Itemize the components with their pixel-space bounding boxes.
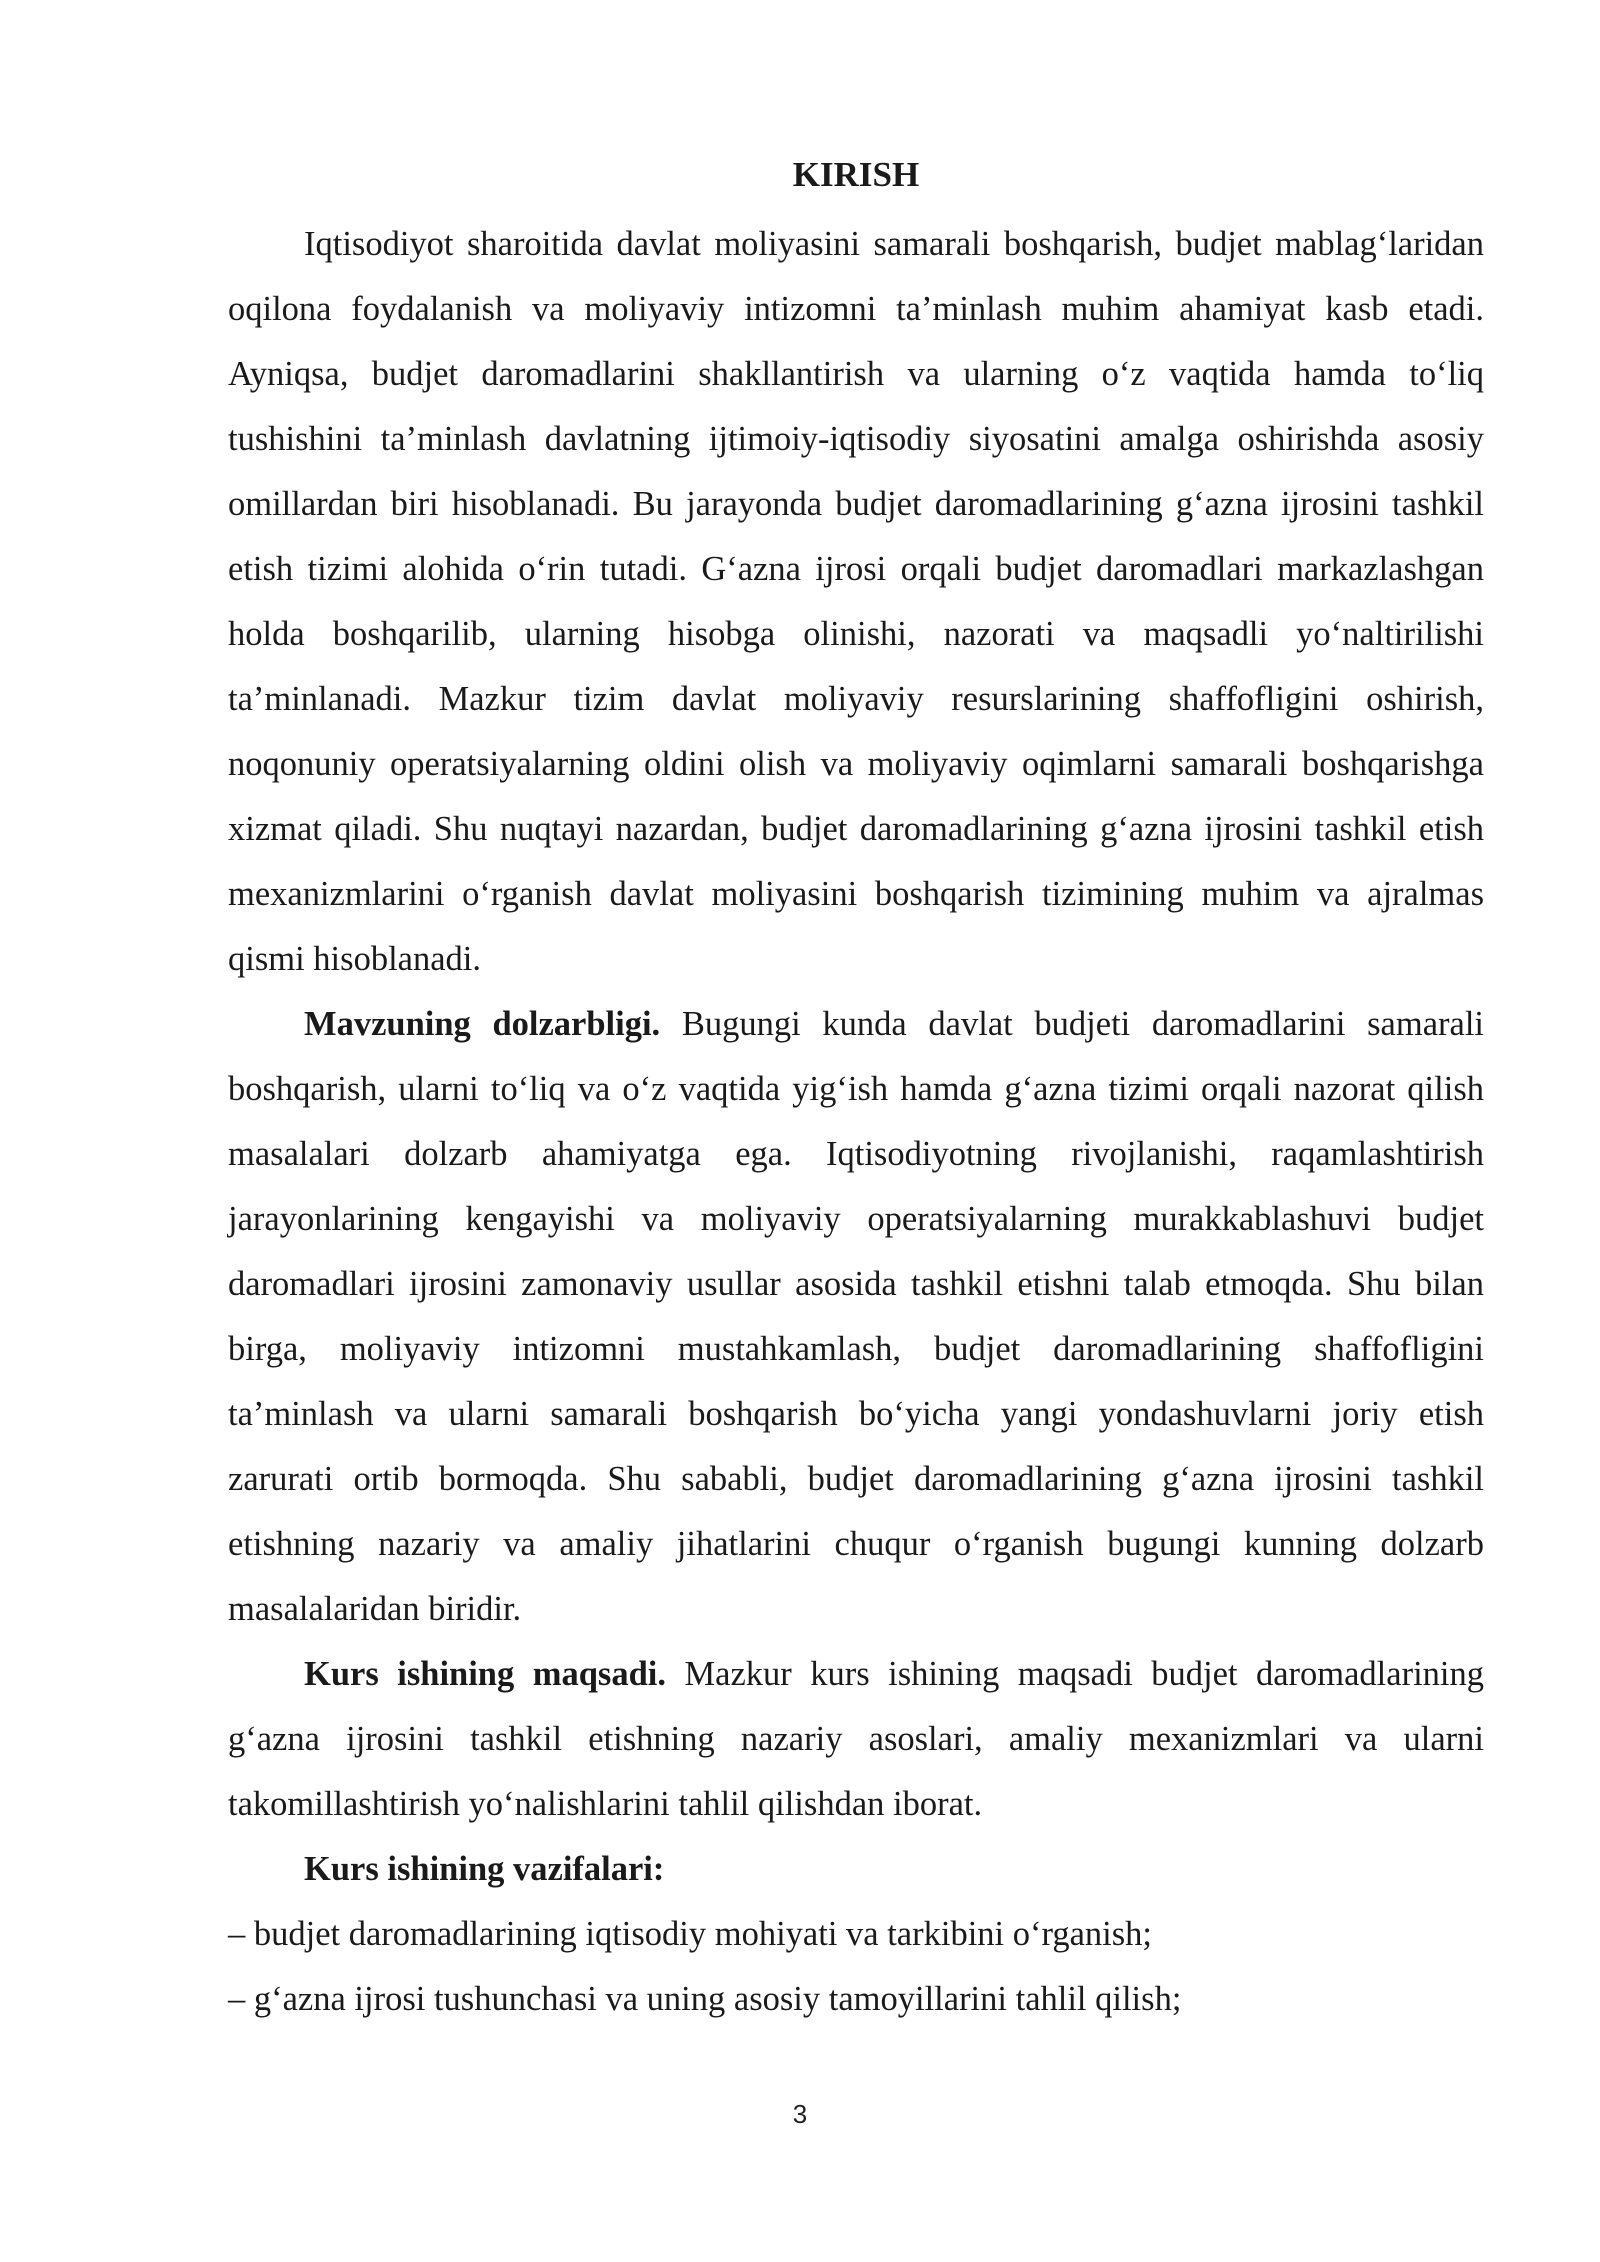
goal-label: Kurs ishining maqsadi.: [304, 1655, 666, 1693]
task-item: – budjet daromadlarining iqtisodiy mohiyati va tarkibini o‘rganish;: [228, 1915, 1153, 1953]
page-number: 3: [792, 2099, 808, 2129]
relevance-label: Mavzuning dolzarbligi.: [304, 1005, 661, 1043]
document-page: [228, 148, 1484, 2032]
goal-text: Mazkur kurs ishining maqsadi budjet daromadlarining g‘azna ijrosini tashkil etishning nazariy asoslari, amaliy mexanizmlari va ularni takomillashtirish yo‘nalishlarini tahlil qilishdan iborat.: [228, 1655, 1484, 1823]
tasks-heading: Kurs ishining vazifalari:: [304, 1850, 665, 1888]
intro-paragraph: Iqtisodiyot sharoitida davlat moliyasini samarali boshqarish, budjet mablag‘laridan oqilona foydalanish va moliyaviy intizomni ta’minlash muhim ahamiyat kasb etadi. Ayniqsa, budjet daromadlarini shakllantirish va ularning o‘z vaqtida hamda to‘liq tushishini ta’minlash davlatning ijtimoiy-iqtisodiy siyosatini amalga oshirishda asosiy omillardan biri hisoblanadi. Bu jarayonda budjet daromadlarining g‘azna ijrosini tashkil etish tizimi alohida o‘rin tutadi. G‘azna ijrosi orqali budjet daromadlari markazlashgan holda boshqarilib, ularning hisobga olinishi, nazorati va maqsadli yo‘naltirilishi ta’minlanadi. Mazkur tizim davlat moliyaviy resurslarining shaffofligini oshirish, noqonuniy operatsiyalarning oldini olish va moliyaviy oqimlarni samarali boshqarishga xizmat qiladi. Shu nuqtayi nazardan, budjet daromadlarining g‘azna ijrosini tashkil etish mexanizmlarini o‘rganish davlat moliyasini boshqarish tizimining muhim va ajralmas qismi hisoblanadi.: [228, 225, 1484, 978]
tasks-list: [228, 1902, 1484, 2032]
goal-paragraph: [228, 1642, 1484, 1837]
task-item: – g‘azna ijrosi tushunchasi va uning asosiy tamoyillarini tahlil qilish;: [228, 1980, 1182, 2018]
relevance-text: Bugungi kunda davlat budjeti daromadlarini samarali boshqarish, ularni to‘liq va o‘z vaqtida yig‘ish hamda g‘azna tizimi orqali nazorat qilish masalalari dolzarb ahamiyatga ega. Iqtisodiyotning rivojlanishi, raqamlashtirish jarayonlarining kengayishi va moliyaviy operatsiyalarning murakkablashuvi budjet daromadlari ijrosini zamonaviy usullar asosida tashkil etishni talab etmoqda. Shu bilan birga, moliyaviy intizomni mustahkamlash, budjet daromadlarining shaffofligini ta’minlash va ularni samarali boshqarish bo‘yicha yangi yondashuvlarni joriy etish zarurati ortib bormoqda. Shu sababli, budjet daromadlarining g‘azna ijrosini tashkil etishning nazariy va amaliy jihatlarini chuqur o‘rganish bugungi kunning dolzarb masalalaridan biridir.: [228, 1005, 1484, 1628]
page-title: KIRISH: [792, 155, 920, 194]
relevance-paragraph: [228, 992, 1484, 1642]
